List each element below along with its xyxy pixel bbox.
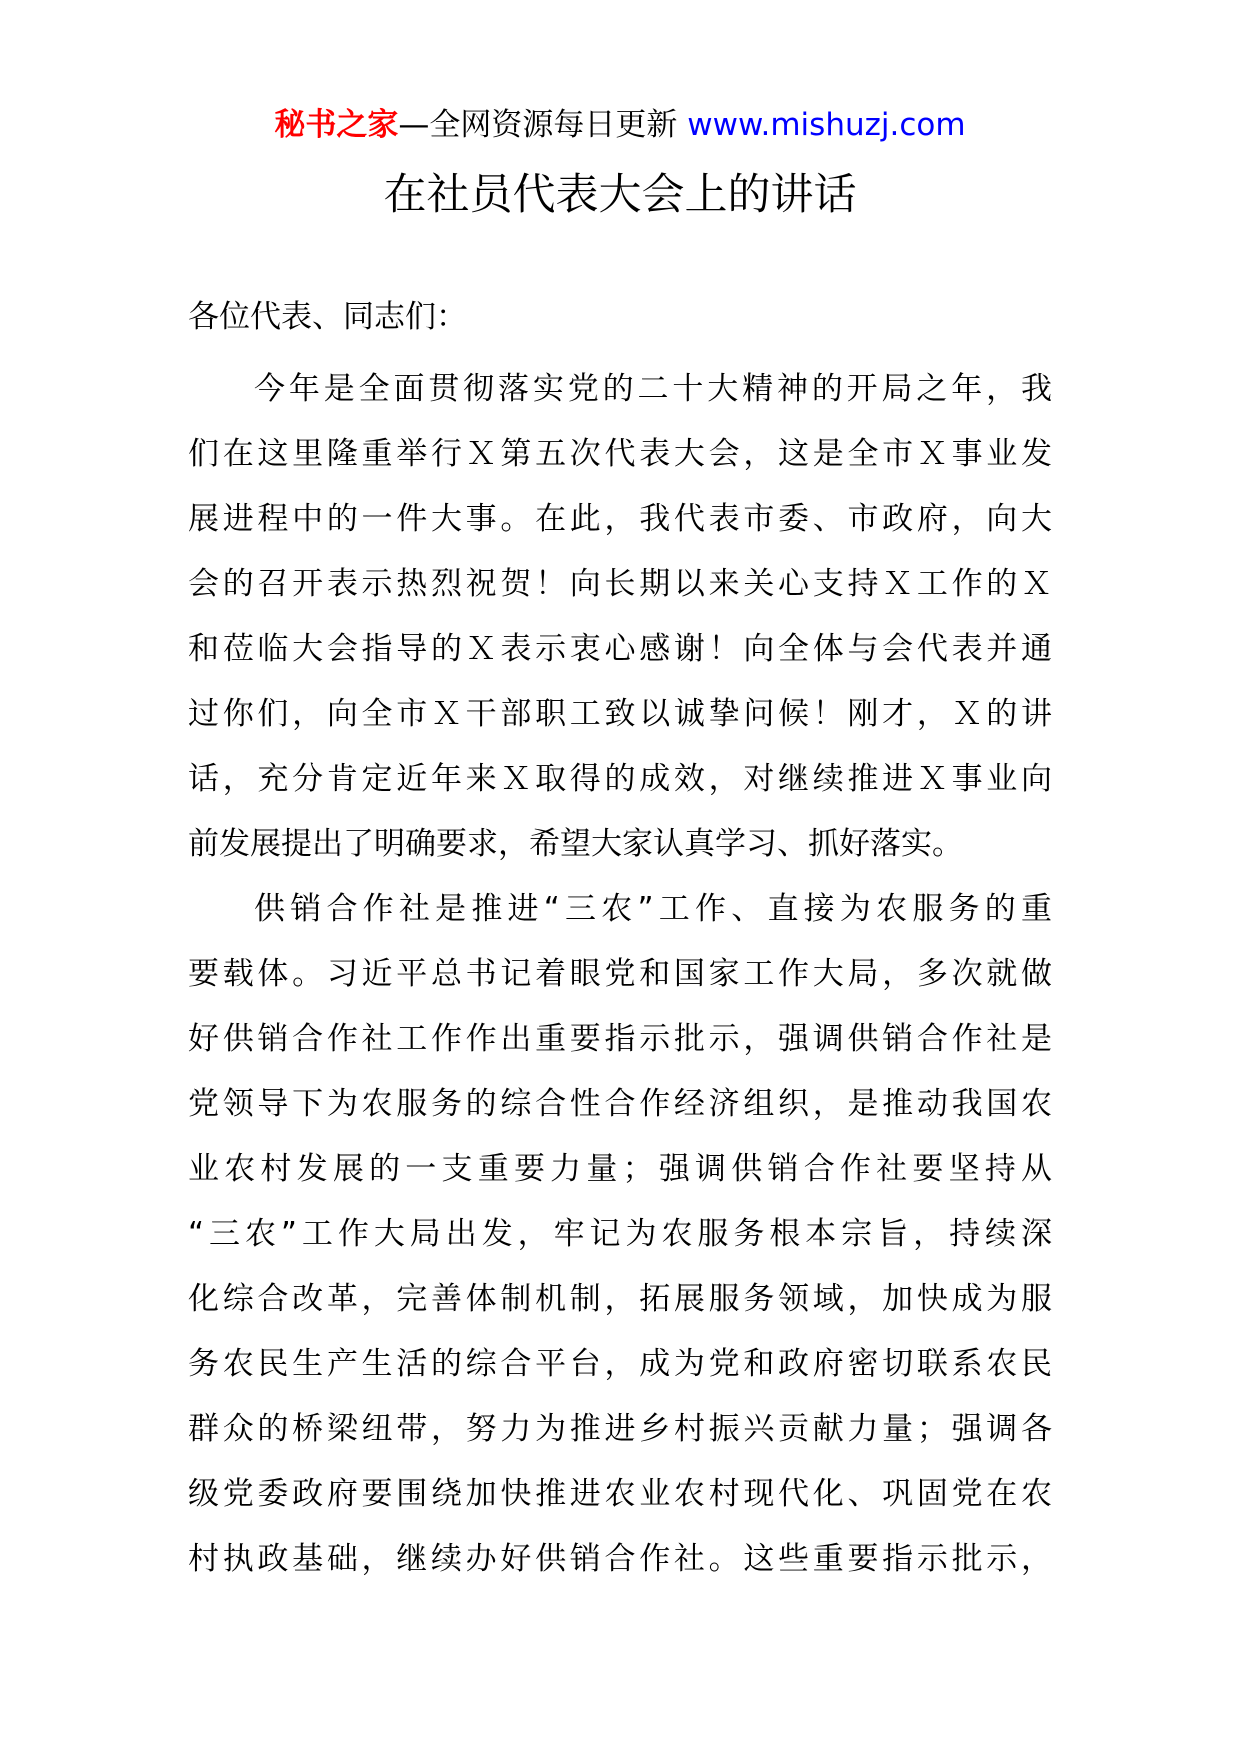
text-line: 化综合改革，完善体制机制，拓展服务领域，加快成为服 [188,1281,1052,1317]
text-line: 过你们，向全市Ｘ干部职工致以诚挚问候！刚才，Ｘ的讲 [188,696,1052,732]
text-line: 供销合作社是推进“三农”工作、直接为农服务的重 [254,891,1052,927]
site-url[interactable]: www.mishuzj.com [687,107,966,143]
text-line: 会的召开表示热烈祝贺！向长期以来关心支持Ｘ工作的Ｘ [188,566,1052,602]
document-body [188,357,1052,1592]
text-line: 和莅临大会指导的Ｘ表示衷心感谢！向全体与会代表并通 [188,631,1052,667]
text-line: 级党委政府要围绕加快推进农业农村现代化、巩固党在农 [188,1476,1052,1512]
site-header [0,100,1240,150]
salutation: 各位代表、同志们： [188,299,467,335]
text-line: 业农村发展的一支重要力量；强调供销合作社要坚持从 [188,1151,1052,1187]
text-line: 前发展提出了明确要求，希望大家认真学习、抓好落实。 [188,826,963,862]
text-line: 群众的桥梁纽带，努力为推进乡村振兴贡献力量；强调各 [188,1411,1052,1447]
text-line: 好供销合作社工作作出重要指示批示，强调供销合作社是 [188,1021,1052,1057]
text-line: 展进程中的一件大事。在此，我代表市委、市政府，向大 [188,501,1052,537]
text-line: 村执政基础，继续办好供销合作社。这些重要指示批示， [188,1541,1052,1577]
text-line: 话，充分肯定近年来Ｘ取得的成效，对继续推进Ｘ事业向 [188,761,1052,797]
site-brand: 秘书之家 [274,107,399,143]
text-line: 要载体。习近平总书记着眼党和国家工作大局，多次就做 [188,956,1052,992]
text-line: 务农民生产生活的综合平台，成为党和政府密切联系农民 [188,1346,1052,1382]
site-slogan: —全网资源每日更新 [398,107,688,143]
text-line: 们在这里隆重举行Ｘ第五次代表大会，这是全市Ｘ事业发 [188,436,1052,472]
text-line: 党领导下为农服务的综合性合作经济组织，是推动我国农 [188,1086,1052,1122]
document-title: 在社员代表大会上的讲话 [383,170,857,220]
text-line: 今年是全面贯彻落实党的二十大精神的开局之年，我 [254,371,1052,407]
text-line: “三农”工作大局出发，牢记为农服务根本宗旨，持续深 [188,1216,1052,1252]
